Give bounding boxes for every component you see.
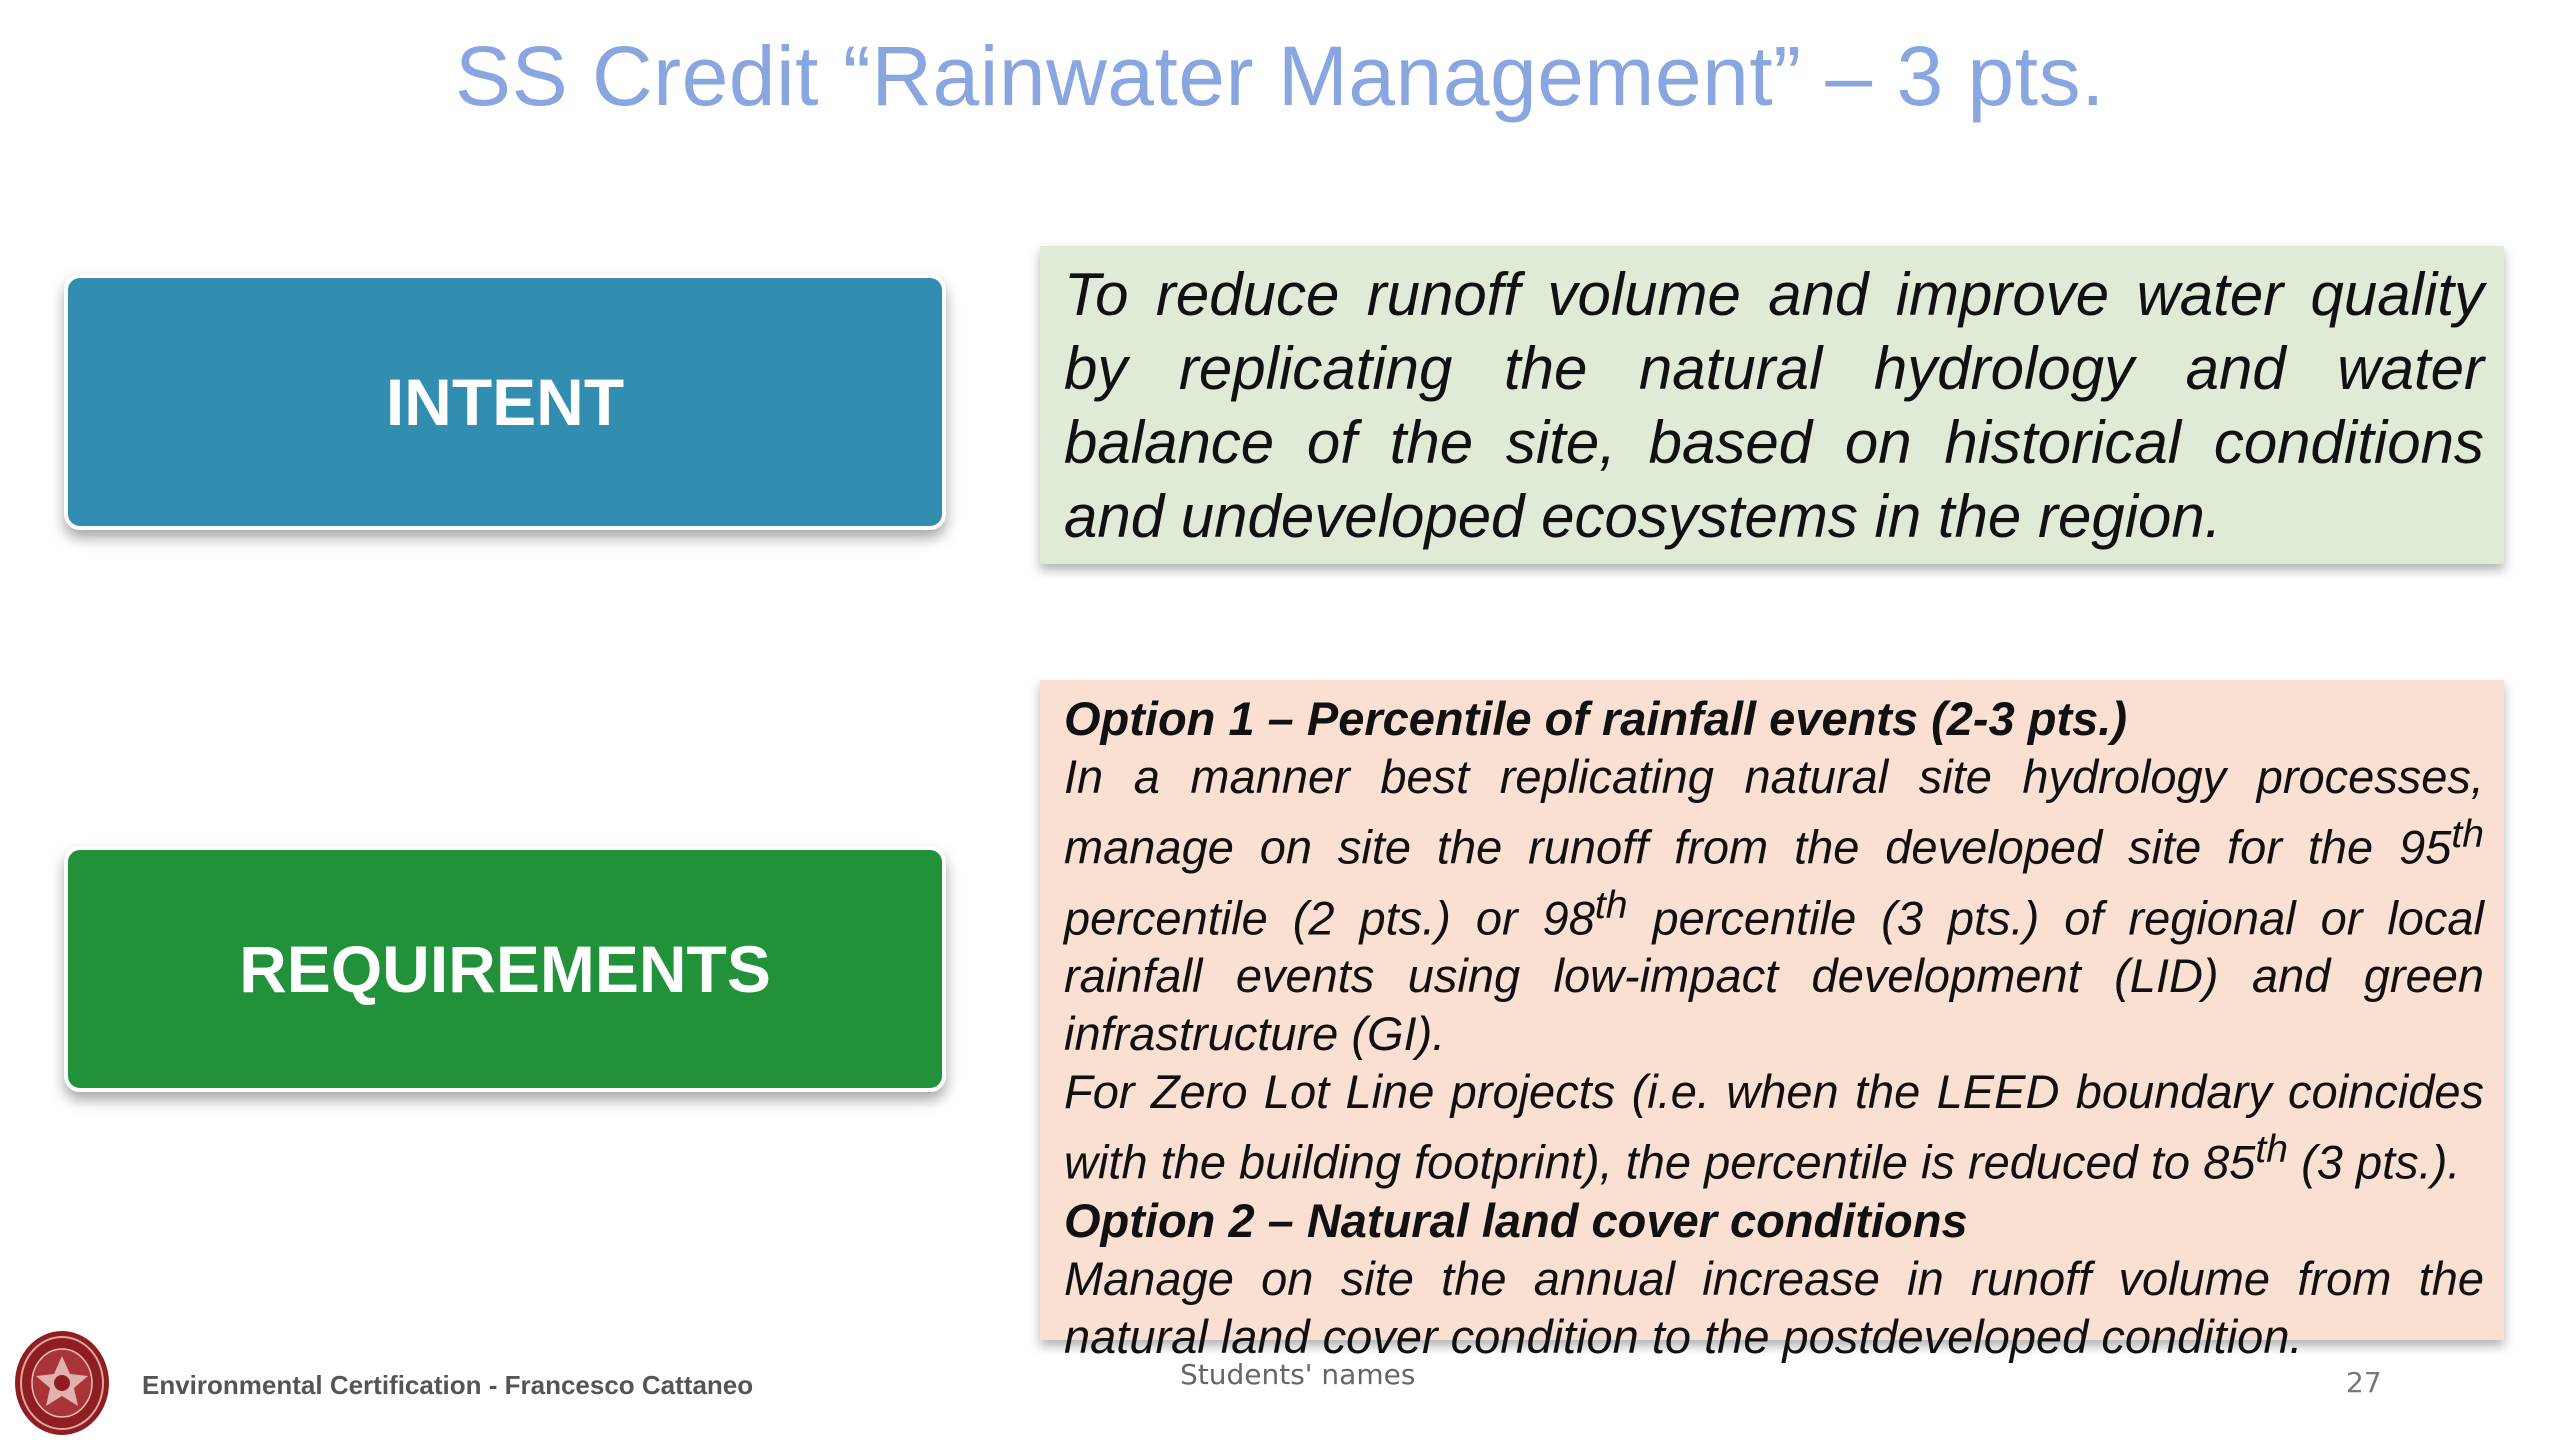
footer-course-author: Environmental Certification - Francesco Cattaneo (142, 1370, 754, 1400)
option2-text: Manage on site the annual increase in runoff volume from the natural land cover condition to the postdeveloped condition. (1064, 1251, 2484, 1363)
option1-heading: Option 1 – Percentile of rainfall events (2-3 pts.) (1064, 692, 2127, 745)
zero-lot-text (1064, 1063, 2484, 1192)
requirements-label-box (64, 846, 946, 1092)
intent-label: INTENT (385, 365, 625, 439)
intent-label-box (64, 274, 946, 530)
option1-part1: In a manner best replicating natural site hydrology processes, manage on site the runoff from the developed site for the 95 (1064, 750, 2484, 874)
university-seal-icon (12, 1328, 112, 1438)
slide-title: SS Credit “Rainwater Management” – 3 pts. (455, 29, 2105, 123)
superscript-th: th (2255, 1128, 2289, 1172)
superscript-th: th (1594, 883, 1628, 927)
superscript-th: th (2451, 813, 2484, 856)
intent-description (1040, 246, 2504, 564)
zero-lot-part2: (3 pts.). (2288, 1135, 2461, 1189)
option1-part2: percentile (2 pts.) or 98 (1064, 891, 1595, 945)
requirements-description (1040, 680, 2504, 1363)
page-number: 27 (2346, 1366, 2382, 1399)
option1-text (1064, 748, 2484, 1063)
requirements-label: REQUIREMENTS (239, 932, 771, 1006)
intent-text: To reduce runoff volume and improve water quality by replicating the natural hydrology and water balance of the site, based on historical conditions and undeveloped ecosystems in the region. (1064, 261, 2484, 550)
footer-students-names: Students' names (1180, 1358, 1416, 1391)
option1-part3: percentile (3 pts.) of regional or local rainfall events using low-impact development (LID) and green infrastructure (GI). (1064, 891, 2484, 1061)
option2-heading: Option 2 – Natural land cover conditions (1064, 1193, 1968, 1247)
zero-lot-part1: For Zero Lot Line projects (i.e. when the LEED boundary coincides with the building footprint), the percentile is reduced to 85 (1064, 1065, 2484, 1189)
